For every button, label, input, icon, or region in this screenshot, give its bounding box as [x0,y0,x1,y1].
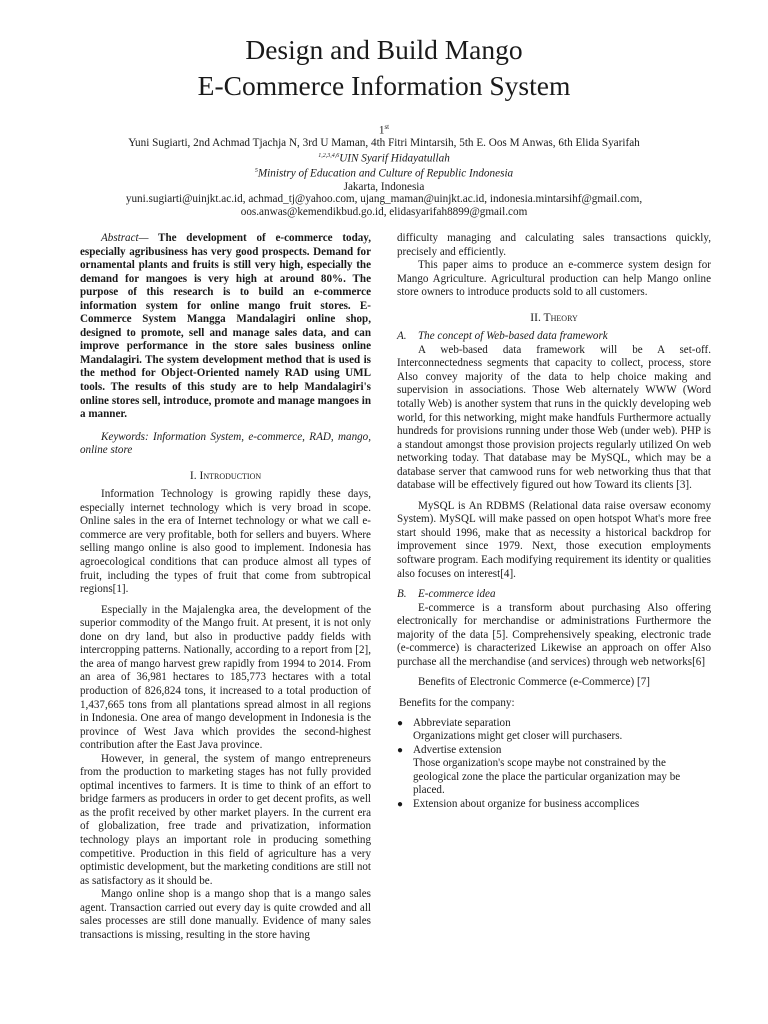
author-block: 1st Yuni Sugiarti, 2nd Achmad Tjachja N, 3rd U Maman, 4th Fitri Mintarsih, 5th E. Oos M Anwas, 6th Elida Syarifah $^{1,2,3,4,6}$UIN Syarif Hidayatullah $^5$Ministry of Education and Culture of Republic Indonesia Jakarta, Indonesia yuni.sugiarti@uinjkt.ac.id, achmad_tj@yahoo.com, ujang_maman@uinjkt.ac.id, indonesia.mintarsihf@gmail.com, oos.anwas@kemendikbud.go.id, elidasyarifah8899@gmail.com [0,121,768,218]
right-column [397,232,711,811]
paragraph: difficulty managing and calculating sales transactions quickly, precisely and efficiently. [397,232,711,258]
list-item: ● Extension about organize for business accomplices [397,797,640,810]
bullet-icon: ● [397,744,404,756]
paragraph: Information Technology is growing rapidly these days, especially internet technology which is very broad in scope. Online sales in the era of Internet technology or what we call e-commerce are very profitable, both for sellers and buyers. Where selling mango online is also good to implement. Indonesia has agroecological conditions that can produce almost all types of fruit, including the types of fruit that come from subtropical regions[1]. [80,488,371,596]
author-emails-2: oos.anwas@kemendikbud.go.id, elidasyarifah8899@gmail.com [240,205,528,218]
abstract: Abstract— The development of e-commerce today, especially agribusiness has very good prospects. Demand for ornamental plants and fruits is still very high, especially the demand for mangoes is very high at around 80%. The purpose of this research is to build an e-commerce information system for online mango fruit stores. E-Commerce System Mangga Mandalagiri online shop, designed to promote, sell and manage sales data, and can improve performance in the store sales business online Mandalagiri. The system development method that is used is the method for Object-Oriented namely RAD using UML tools. The results of this study are to help Mandalagiri's online stores sell, introduce, promote and manage mangoes in a manner. [80,232,371,421]
paragraph: E-commerce is a transform about purchasing Also offering electronically for merchandise or administrations Furthermore the majority of the data [5]. Comprehensively speaking, electronic trade (e-commerce) is characterized Likewise an approach on offer Also purchase all the merchandise (and services) through web networks[6] [397,601,711,668]
paper-title-line-1: Design and Build Mango [245,34,523,65]
author-names: 1st [378,123,390,137]
paper-title-line-2: E-Commerce Information System [197,70,571,101]
list-item: ● Abbreviate separation Organizations might get closer will purchasers. [397,716,623,743]
subsection-heading-b: B. E-commerce idea [397,588,496,601]
paragraph: Mango online shop is a mango shop that is a mango sales agent. Transaction carried out every day is quite crowded and all sales processes are still done manually. Evidence of many sales transactions is missing, resulting in the store having [80,888,371,941]
subsection-heading-a: A. The concept of Web-based data framework [397,330,608,343]
list-item: ● Advertise extension Those organization's scope maybe not constrained by the geological zone the place the particular organization may be placed. [397,743,681,797]
bullet-icon: ● [397,798,404,810]
paragraph: MySQL is An RDBMS (Relational data raise oversaw economy System). MySQL will make passed on open hotspot What's more free start should 1996, make that as necessity a historical backdrop for improvement since 1979. Next, those execution employments software program. Each modifying requirement its identity or qualities also focuses on interest[4]. [397,499,711,580]
paragraph: This paper aims to produce an e-commerce system design for Mango Agriculture. Agricultural production can help Mango online store owners to introduce products sold to all customers. [397,259,711,299]
author-emails-1: yuni.sugiarti@uinjkt.ac.id, achmad_tj@yahoo.com, ujang_maman@uinjkt.ac.id, indonesia.mintarsihf@gmail.com, [125,193,643,206]
paragraph: Especially in the Majalengka area, the development of the superior commodity of the Mango fruit. At present, it is not only done on dry land, but also in productive paddy fields with intercropping patterns. Nationally, according to a report from [2], the area of mango harvest grew rapidly from 1994 to 2014. From an area of 36,981 hectares to 185,773 hectares with a total production of 826,824 tons, it increased to a total production of 1,437,665 tons from all plantations spread almost in all regions in Indonesia. One area of mango development in Indonesia is the province of West Java which provides the second-highest contribution after the East Java province. [80,603,371,752]
paragraph: Benefits of Electronic Commerce (e-Commerce) [7] [418,676,650,689]
affiliation-1: $^{1,2,3,4,6}$UIN Syarif Hidayatullah [318,152,450,165]
affiliation-city: Jakarta, Indonesia [343,180,425,193]
benefits-list [397,717,711,812]
section-heading-theory: II. Theory [530,310,578,324]
paragraph: Benefits for the company: [399,696,515,709]
paragraph: However, in general, the system of mango entrepreneurs from the production to marketing stages has not fully provided optimal incentives to farmers. It is time to think of an effort to bridge farmers as producers in order to get decent profits, as well as the profit received by other market players. In the current era of globalization, free trade and privatization, information technology plays an important role in producing something competitive. Production in this field of agriculture has a very optimistic development, but the marketing conditions are still not as satisfactory as it should be. [80,752,371,887]
bullet-icon: ● [397,717,404,729]
section-heading-introduction: I. Introduction [189,468,262,482]
affiliation-2: $^5$Ministry of Education and Culture of Republic Indonesia [254,167,514,180]
keywords: Keywords: Information System, e-commerce, RAD, mango, online store [80,430,371,457]
left-column [80,232,371,942]
paragraph: A web-based data framework will be A set-off. Interconnectedness segments that capacity to collect, process, store Also convey majority of the data to help choice making and supervision in associations. Those Web alternately WWW (Word totally Web) is another system that runs in the quickly developing web world, for this networking, might make handfuls Furthermore actually hundreds for provisions running under those Web (under web). PHP is a standout amongst those provision projects regularly utilized On web networking today. That database may be MySQL, which may be a database server that camwood runs for web networking thus that that database will be effectively figured out how Toward its clients [3]. [397,343,711,492]
